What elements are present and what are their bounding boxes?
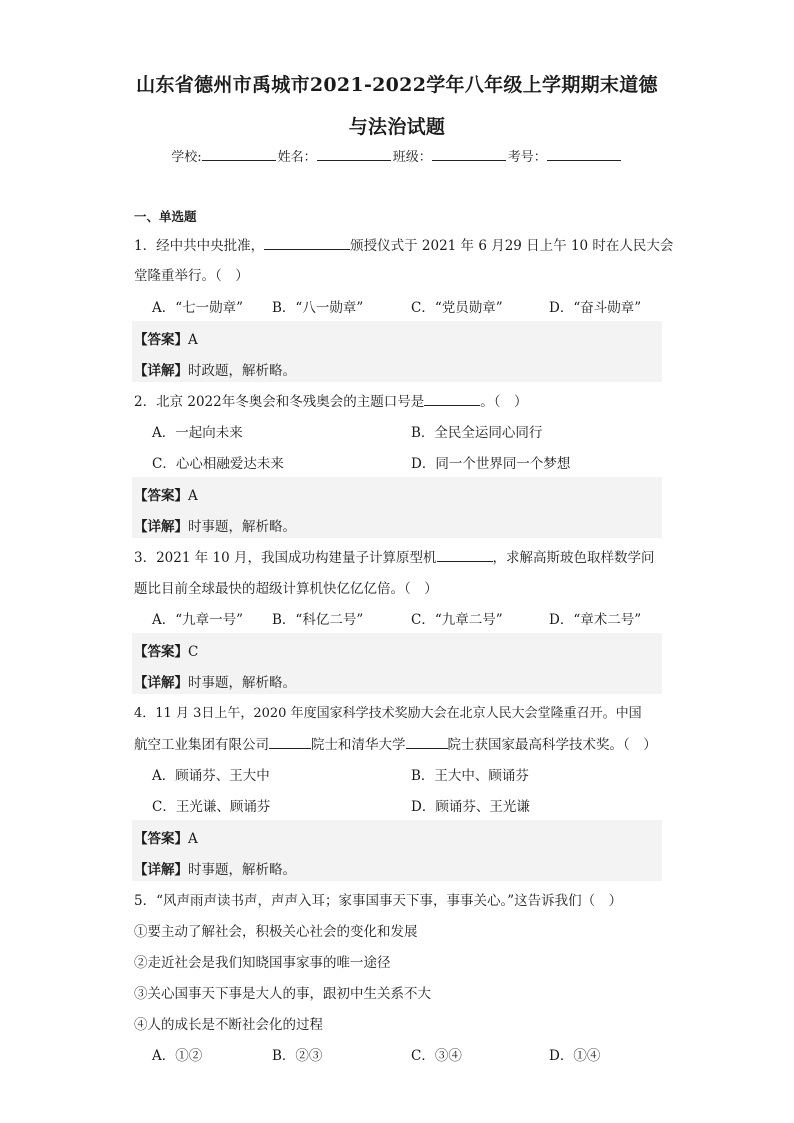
q3-option-a[interactable]: A．“九章一号” [152, 612, 244, 628]
detail-label: 【详解】 [134, 519, 188, 535]
q1-stem-part1: 1．经中共中央批准， [134, 238, 265, 254]
q4-stem-line2 [134, 733, 657, 753]
q5-option-b[interactable]: B．②③ [272, 1048, 323, 1064]
q4-stem-part2: 院士和清华大学 [311, 737, 406, 753]
answer-label: 【答案】 [134, 644, 188, 660]
q5-stem-line1: 5．“风声雨声读书声，声声入耳；家事国事天下事，事事关心。”这告诉我们（ ） [134, 893, 623, 909]
q3-detail [134, 671, 296, 691]
answer-label: 【答案】 [134, 831, 188, 847]
q1-option-b[interactable]: B．“八一勋章” [272, 300, 364, 316]
q3-answer [134, 640, 198, 660]
q4-detail [134, 858, 296, 878]
q4-stem-line1: 4．11 月 3日上午，2020 年度国家科学技术奖励大会在北京人民大会堂隆重召开。中国 [134, 706, 642, 721]
answer-label: 【答案】 [134, 488, 188, 504]
detail-label: 【详解】 [134, 363, 188, 379]
q3-stem-part1: 3．2021 年 10 月，我国成功构建量子计算原型机 [134, 550, 437, 566]
answer-value: A [188, 831, 198, 847]
q4-option-a[interactable]: A．顾诵芬、王大中 [152, 768, 270, 784]
detail-text: 时事题，解析略。 [188, 862, 296, 878]
number-blank[interactable] [547, 148, 621, 161]
exam-title-line1: 山东省德州市禹城市2021-2022学年八年级上学期期末道德 [136, 74, 658, 96]
q3-option-c[interactable]: C．“九章二号” [411, 612, 503, 628]
q2-stem-part2: 。（ ） [480, 394, 528, 410]
q3-stem-line2: 题比目前全球最快的超级计算机快亿亿亿倍。（ ） [134, 581, 438, 597]
detail-label: 【详解】 [134, 862, 188, 878]
school-label: 学校: [171, 150, 202, 165]
q5-item-2: ②走近社会是我们知晓国事家事的唯一途径 [134, 955, 391, 971]
q2-option-d[interactable]: D．同一个世界同一个梦想 [411, 456, 571, 472]
q3-option-b[interactable]: B．“科亿二号” [272, 612, 364, 628]
detail-text: 时事题，解析略。 [188, 675, 296, 691]
q4-stem-part3: 院士获国家最高科学技术奖。（ ） [447, 737, 657, 753]
section-heading: 一、单选题 [134, 209, 197, 224]
school-blank[interactable] [202, 148, 276, 161]
q1-blank [264, 236, 350, 250]
q1-answer-box [132, 321, 662, 382]
q5-option-d[interactable]: D．①④ [549, 1048, 601, 1064]
q2-option-c[interactable]: C．心心相融爱达未来 [152, 456, 284, 472]
q2-detail [134, 515, 296, 535]
q2-answer-box [132, 477, 662, 538]
q3-blank [437, 548, 493, 562]
q3-answer-box [132, 633, 662, 694]
q5-item-4: ④人的成长是不断社会化的过程 [134, 1017, 323, 1033]
q1-stem-line1 [134, 234, 673, 254]
q1-option-c[interactable]: C．“党员勋章” [411, 300, 503, 316]
detail-label: 【详解】 [134, 675, 188, 691]
q1-option-a[interactable]: A．“七一勋章” [152, 300, 244, 316]
answer-value: A [188, 488, 198, 504]
student-info-row [0, 146, 794, 165]
q4-stem-part1: 航空工业集团有限公司 [134, 737, 269, 753]
q4-blank-2 [406, 735, 448, 749]
q1-stem-line2: 堂隆重举行。（ ） [134, 268, 249, 284]
answer-value: A [188, 332, 198, 348]
q3-option-d[interactable]: D．“章术二号” [549, 612, 642, 628]
q4-blank-1 [269, 735, 311, 749]
q2-stem-part1: 2．北京 2022年冬奥会和冬残奥会的主题口号是 [134, 394, 425, 410]
q4-option-d[interactable]: D．顾诵芬、王光谦 [411, 799, 530, 815]
q5-item-3: ③关心国事天下事是大人的事，跟初中生关系不大 [134, 986, 431, 1002]
answer-label: 【答案】 [134, 332, 188, 348]
q5-option-a[interactable]: A．①② [152, 1048, 203, 1064]
q2-option-b[interactable]: B．全民全运同心同行 [411, 425, 543, 441]
number-label: 考号： [507, 150, 547, 165]
q4-answer-box [132, 820, 662, 881]
q5-option-c[interactable]: C．③④ [411, 1048, 462, 1064]
class-label: 班级： [392, 150, 432, 165]
q3-stem-part2: ，求解高斯玻色取样数学问 [492, 550, 655, 566]
detail-text: 时政题，解析略。 [188, 363, 296, 379]
q4-answer [134, 827, 198, 847]
q1-answer [134, 328, 198, 348]
q4-option-b[interactable]: B．王大中、顾诵芬 [411, 768, 529, 784]
q1-detail [134, 359, 296, 379]
name-label: 姓名： [277, 150, 317, 165]
q2-answer [134, 484, 198, 504]
answer-value: C [188, 644, 199, 660]
q5-item-1: ①要主动了解社会，积极关心社会的变化和发展 [134, 924, 418, 940]
q2-stem-line1 [134, 390, 528, 410]
q1-stem-part2: 颁授仪式于 2021 年 6 月29 日上午 10 时在人民大会 [350, 238, 674, 254]
q2-option-a[interactable]: A．一起向未来 [152, 425, 243, 441]
q4-option-c[interactable]: C．王光谦、顾诵芬 [152, 799, 271, 815]
name-blank[interactable] [317, 148, 391, 161]
q2-blank [424, 392, 480, 406]
q3-stem-line1 [134, 546, 655, 566]
class-blank[interactable] [432, 148, 506, 161]
q1-option-d[interactable]: D．“奋斗勋章” [549, 300, 642, 316]
exam-title-line2: 与法治试题 [348, 116, 446, 138]
detail-text: 时事题，解析略。 [188, 519, 296, 535]
